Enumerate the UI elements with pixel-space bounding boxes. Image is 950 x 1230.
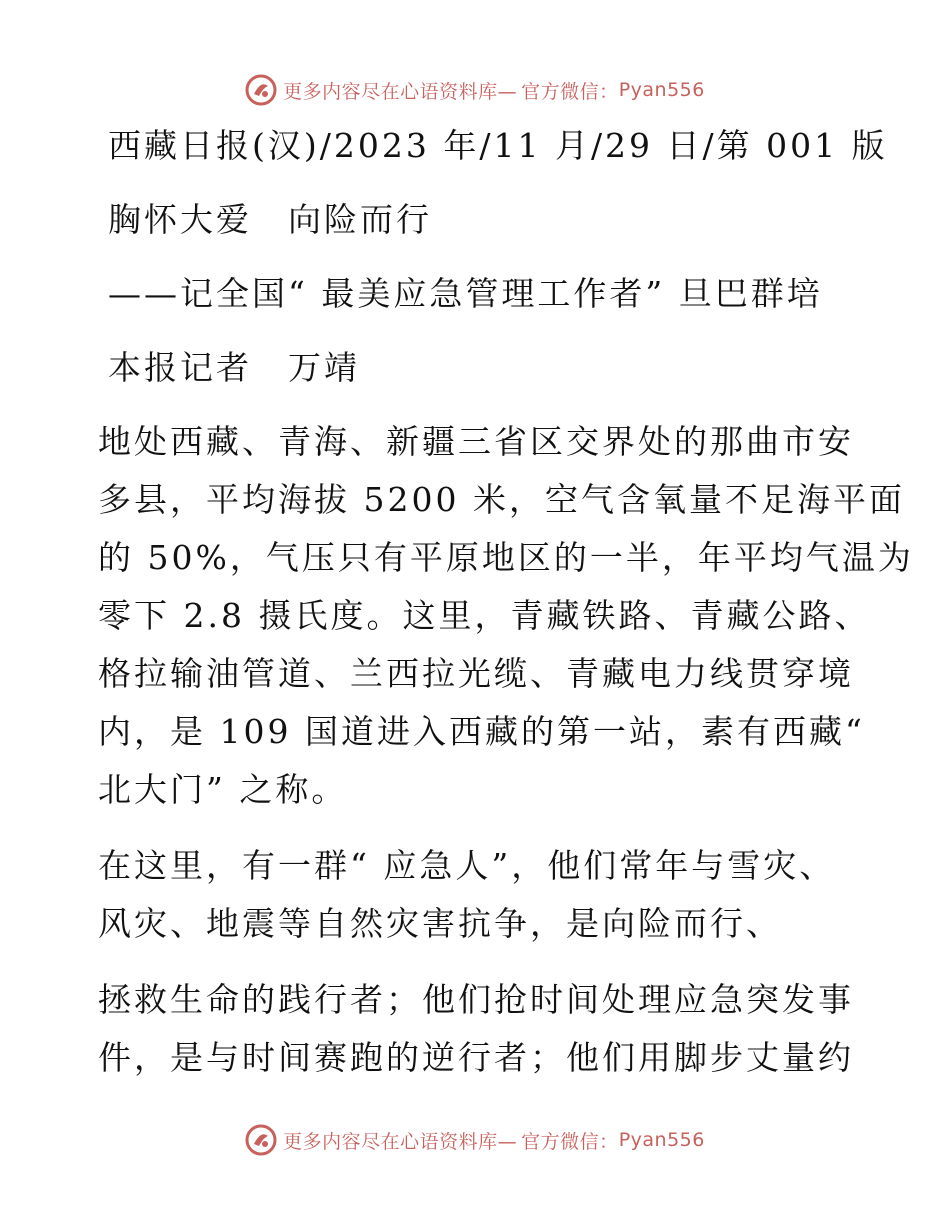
body-line: 零下 2.8 摄氏度。这里，青藏铁路、青藏公路、 [98, 596, 871, 635]
body-line: 件，是与时间赛跑的逆行者；他们用脚步丈量约 [98, 1038, 854, 1077]
watermark-site-text: 更多内容尽在心语资料库— [283, 1130, 518, 1153]
body-line: 多县，平均海拔 5200 米，空气含氧量不足海平面 [98, 480, 905, 519]
watermark-wechat-label: 官方微信： [521, 1130, 619, 1153]
body-line: 拯救生命的践行者；他们抢时间处理应急突发事 [98, 980, 854, 1019]
article-title: 胸怀大爱 向险而行 [108, 200, 432, 239]
watermark-wechat-id: Pyan556 [618, 1129, 705, 1151]
body-line: 内，是 109 国道进入西藏的第一站，素有西藏“ [98, 712, 865, 751]
article-subtitle: ——记全国“ 最美应急管理工作者” 旦巴群培 [108, 274, 823, 313]
red-emblem-icon [245, 74, 277, 106]
body-line: 风灾、地震等自然灾害抗争，是向险而行、 [98, 904, 782, 943]
byline: 本报记者 万靖 [108, 348, 360, 387]
source-line: 西藏日报(汉)/2023 年/11 月/29 日/第 001 版 [108, 126, 888, 165]
body-line: 北大门” 之称。 [98, 770, 348, 809]
watermark-header [0, 70, 950, 110]
body-line: 地处西藏、青海、新疆三省区交界处的那曲市安 [98, 422, 854, 461]
watermark-site-text: 更多内容尽在心语资料库— [283, 80, 518, 103]
watermark-wechat-id: Pyan556 [618, 79, 705, 101]
red-emblem-icon [245, 1124, 277, 1156]
watermark-footer [0, 1120, 950, 1160]
watermark-wechat-label: 官方微信： [521, 80, 619, 103]
body-line: 在这里，有一群“ 应急人”，他们常年与雪灾、 [98, 846, 836, 885]
body-line: 格拉输油管道、兰西拉光缆、青藏电力线贯穿境 [98, 654, 854, 693]
body-line: 的 50%，气压只有平原地区的一半，年平均气温为 [98, 538, 914, 577]
